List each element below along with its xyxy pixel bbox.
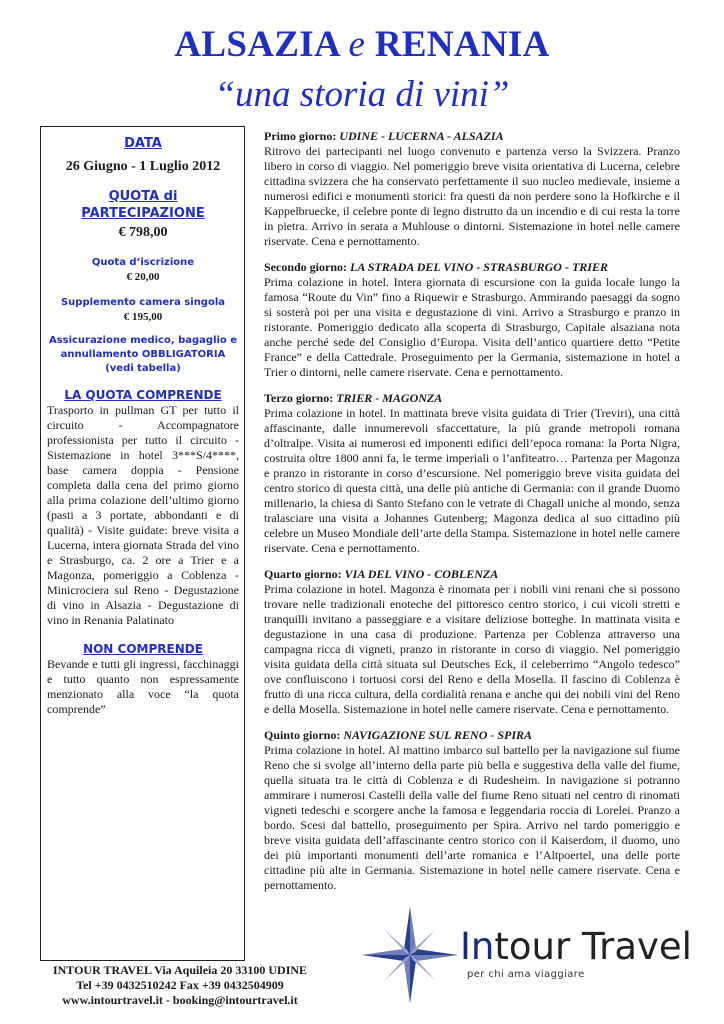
day-text: Prima colazione in hotel. Magonza è rinomata per i nobili vini renani che si possono trovare nelle tradizionali enoteche del pittoresco centro storico, i cui vicoli stretti e tranquilli invitano a passeggiare e a visitare deliziose botteghe. In mattinata visita e degustazione in una casa di produzione. Partenza per Coblenza attraverso una campagna ricca di vigneti, pranzo in ristorante in corso di viaggio. Nel pomeriggio visita guidata della città situata sul Deutsches Eck, il celeberrimo “Angolo tedesco” ove confluiscono i tortuosi corsi del Reno e della Mosella. Il fascino di Coblenza è frutto di una ricca cultura, della cordialità renana e anche qui dei nobili vini del Reno e della Mosella. Sistemazione in hotel nelle camere riservate. Cena e pernottamento. <box>264 582 680 716</box>
page-subtitle: “una storia di vini” <box>214 74 510 115</box>
day-1 <box>264 129 680 249</box>
title-word-renania: RENANIA <box>374 24 550 65</box>
info-sidebar <box>40 126 245 961</box>
day-3 <box>264 391 680 556</box>
quota-value: € 798,00 <box>118 225 168 240</box>
day-route: TRIER - MAGONZA <box>336 391 443 405</box>
non-comprende-heading: NON COMPRENDE <box>83 642 203 656</box>
day-heading <box>264 260 680 275</box>
day-label: Quarto giorno: <box>264 567 342 581</box>
brand-rest: tour Travel <box>494 925 692 968</box>
day-label: Primo giorno: <box>264 129 337 143</box>
comprende-text: Trasporto in pullman GT per tutto il circuito - Accompagnatore professionista per tutto il circuito - Sistemazione in hotel 3***S/4****, base camera doppia - Pensione completa dalla cena del primo giorno alla prima colazione dell’ultimo giorno (pasti a 3 portate, abbondanti e di qualità) - Visite guidate: breve visita a Lucerna, intera giornata Strada del vino e Strasburgo, ca. 2 ore a Trier e a Magonza, pomeriggio a Coblenza - Minicrociera sul Reno - Degustazione di vino in Alsazia - Degustazione di vino in Renania Palatinato <box>47 403 239 627</box>
assicurazione-note <box>47 334 239 376</box>
day-label: Terzo giorno: <box>264 391 334 405</box>
day-heading <box>264 567 680 582</box>
iscrizione-value: € 20,00 <box>126 271 160 283</box>
day-route: VIA DEL VINO - COBLENZA <box>344 567 499 581</box>
footer-phone: Tel +39 0432510242 Fax +39 0432504909 <box>76 978 284 992</box>
compass-star-icon <box>360 905 460 1005</box>
itinerary <box>264 129 680 904</box>
iscrizione-label: Quota d’iscrizione <box>91 257 195 268</box>
title-word-alsazia: ALSAZIA <box>174 24 339 65</box>
brand-tagline: per chi ama viaggiare <box>467 969 585 980</box>
day-5 <box>264 728 680 893</box>
company-footer <box>40 963 320 1008</box>
non-comprende-text: Bevande e tutti gli ingressi, facchinaggi e tutto quanto non espressamente menzionato alla voce “la quota comprende” <box>47 657 239 716</box>
day-route: LA STRADA DEL VINO - STRASBURGO - TRIER <box>350 260 608 274</box>
footer-web: www.intourtravel.it - booking@intourtravel.it <box>62 993 298 1007</box>
day-2 <box>264 260 680 380</box>
title-conjunction: e <box>348 24 366 65</box>
assicurazione-line2: annullamento OBBLIGATORIA <box>60 349 226 360</box>
day-text: Prima colazione in hotel. Intera giornata di escursione con la guida locale lungo la famosa “Route du Vin” fino a Riquewir e Strasburgo. Ammirando paesaggi da sogno si sosterà poi per una visita e degustazione di vini. Arrivo a Strasburgo e pranzo in ristorante. Pomeriggio dedicato alla scoperta di Strasburgo, Capitale alsaziana nota anche perché sede del Consiglio d’Europa. Visita dell’antico quartiere detto “Petite France” e della Cattedrale. Proseguimento per la Germania, sistemazione in hotel a Trier o dintorni, nelle camere riservate. Cena e pernottamento. <box>264 275 680 379</box>
brand-name <box>460 927 692 967</box>
comprende-heading: LA QUOTA COMPRENDE <box>64 388 222 402</box>
data-heading: DATA <box>124 136 162 151</box>
day-label: Secondo giorno: <box>264 260 348 274</box>
assicurazione-line1: Assicurazione medico, bagaglio e <box>48 335 238 346</box>
day-heading <box>264 728 680 743</box>
brand-in: In <box>460 925 495 968</box>
page-title <box>0 24 724 66</box>
singola-value: € 195,00 <box>123 311 163 323</box>
assicurazione-line3: (vedi tabella) <box>105 363 181 374</box>
day-route: NAVIGAZIONE SUL RENO - SPIRA <box>343 728 533 742</box>
quota-heading <box>47 188 239 222</box>
singola-label: Supplemento camera singola <box>60 297 226 308</box>
trip-dates: 26 Giugno - 1 Luglio 2012 <box>65 159 221 174</box>
footer-address: INTOUR TRAVEL Via Aquileia 20 33100 UDINE <box>52 963 308 977</box>
day-label: Quinto giorno: <box>264 728 341 742</box>
quota-heading-line1: QUOTA di <box>108 189 178 204</box>
day-text: Ritrovo dei partecipanti nel luogo convenuto e partenza verso la Svizzera. Pranzo libero in corso di viaggio. Nel pomeriggio breve visita orientativa di Lucerna, celebre cittadina svizzera che ha conservato perfettamente il suo nucleo medievale, insieme a numerosi edifici e monumenti storici: fra questi da non perdere sono la Hofkirche e il Kappelbruecke, il celebre ponte di legno distrutto da un incendio e di cui resta la torre in pietra. Arrivo in serata a Muhlouse o dintorni. Sistemazione in hotel nelle camere riservate. Cena e pernottamento. <box>264 144 680 248</box>
day-4 <box>264 567 680 717</box>
day-text: Prima colazione in hotel. Al mattino imbarco sul battello per la navigazione sul fiume Reno che si svolge all’interno della parte più bella e suggestiva della valle del fiume, quella situata tra le città di Coblenza e di Rudesheim. In navigazione si potranno ammirare i numerosi Castelli della valle del fiume Reno situati nel centro di rinomati vigneti tedeschi e scorgere anche la famosa e leggendaria roccia di Lorelei. Pranzo a bordo. Scesi dal battello, proseguimento per Spira. Arrivo nel tardo pomeriggio e breve visita guidata dell’affascinante centro storico con il Kaiserdom, il duomo, uno dei più importanti monumenti dell’arte romanica e l’Altpoertel, una delle porte cittadine più alte in Germania. Sistemazione in hotel nelle camere riservate. Cena e pernottamento. <box>264 743 680 892</box>
quota-heading-line2: PARTECIPAZIONE <box>81 206 205 221</box>
day-text: Prima colazione in hotel. In mattinata breve visita guidata di Trier (Treviri), una città affascinante, dalle innumerevoli sfaccettature, la più grande metropoli romana d’oltralpe. Visita ai numerosi ed imponenti edifici dell’epoca romana: la Porta Nigra, costruita oltre 1800 anni fa, le terme imperiali o l’anfiteatro… Partenza per Magonza e pranzo in ristorante in corso d’escursione. Nel pomeriggio breve visita guidata del centro storico di questa città, una delle più antiche di Germania: con il grande Duomo millenario, la chiesa di Santo Stefano con le vetrate di Chagall uniche al mondo, senza tralasciare una visita a Johannes Gutenberg; Magonza dedica al suo cittadino più celebre un Museo Mondiale dell’arte della Stampa. Sistemazione in hotel nelle camere riservate. Cena e pernottamento. <box>264 406 680 555</box>
day-route: UDINE - LUCERNA - ALSAZIA <box>339 129 504 143</box>
day-heading <box>264 129 680 144</box>
day-heading <box>264 391 680 406</box>
intour-travel-logo <box>360 905 692 1005</box>
